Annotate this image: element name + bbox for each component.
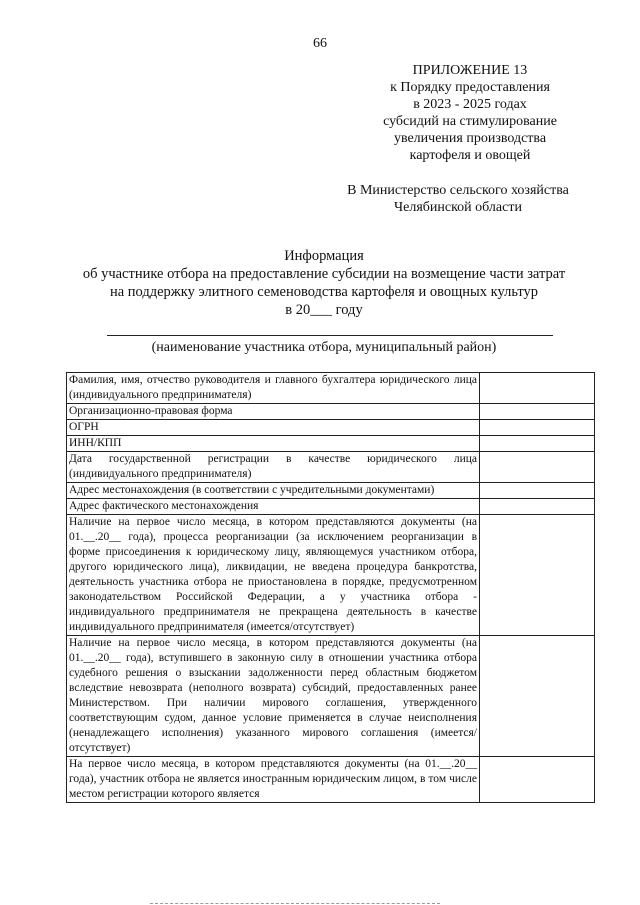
row-value[interactable] (480, 404, 595, 420)
row-label: На первое число месяца, в котором представляются документы (на 01.__.20__ года), участник отбора не является иностранным юридическим лицом, в том числе местом регистрации которого является (67, 757, 480, 803)
info-table (66, 372, 595, 803)
info-line: об участнике отбора на предоставление субсидии на возмещение части затрат (82, 266, 566, 282)
row-value[interactable] (480, 436, 595, 452)
row-label: ОГРН (67, 420, 480, 436)
table-row (67, 373, 595, 404)
row-label: Организационно-правовая форма (67, 404, 480, 420)
participant-name-caption: (наименование участника отбора, муниципальный район) (151, 340, 497, 355)
participant-name-line (107, 335, 553, 336)
addressee-block (312, 182, 604, 216)
row-label: Фамилия, имя, отчество руководителя и главного бухгалтера юридического лица (индивидуального предпринимателя) (67, 373, 480, 404)
row-label: Наличие на первое число месяца, в котором представляются документы (на 01.__.20__ года), вступившего в законную силу в отношении участника отбора судебного решения о взыскании задолженности перед областным бюджетом вследствие невозврата (неполного возврата) субсидий, предоставленных ранее Министерством. При наличии мирового соглашения, утвержденного соответствующим судом, данное условие применяется в случае неисполнения (ненадлежащего исполнения) указанного мирового соглашения (имеется/отсутствует) (67, 636, 480, 757)
row-label: Наличие на первое число месяца, в котором представляются документы (на 01.__.20__ года), процесса реорганизации (за исключением реорганизации в форме присоединения к юридическому лицу, являющемуся участником отбора, другого юридического лица), ликвидации, не введена процедура банкротства, деятельность участника отбора не приостановлена в порядке, предусмотренном законодательством Российской Федерации, а у участника отбора - индивидуального предпринимателя не прекращена деятельность в качестве индивидуального предпринимателя (имеется/отсутствует) (67, 515, 480, 636)
table-row (67, 404, 595, 420)
appendix-line: увеличения производства (393, 131, 547, 146)
table-row (67, 636, 595, 757)
row-value[interactable] (480, 515, 595, 636)
row-label: Адрес местонахождения (в соответствии с учредительными документами) (67, 483, 480, 499)
scan-artifact-line (150, 903, 440, 904)
info-title: Информация (284, 248, 364, 264)
row-value[interactable] (480, 420, 595, 436)
info-line: в 20___ году (285, 302, 363, 318)
page-number: 66 (313, 36, 327, 51)
table-row (67, 420, 595, 436)
row-value[interactable] (480, 499, 595, 515)
table-row (67, 757, 595, 803)
row-value[interactable] (480, 373, 595, 404)
table-row (67, 499, 595, 515)
appendix-block (352, 62, 588, 164)
appendix-line: в 2023 - 2025 годах (413, 97, 527, 112)
appendix-line: субсидий на стимулирование (383, 114, 557, 129)
table-row (67, 483, 595, 499)
appendix-line: к Порядку предоставления (390, 80, 550, 95)
addressee-line: Челябинской области (394, 200, 522, 215)
appendix-line: ПРИЛОЖЕНИЕ 13 (412, 63, 528, 78)
row-label: ИНН/КПП (67, 436, 480, 452)
row-label: Дата государственной регистрации в качестве юридического лица (индивидуального предпринимателя) (67, 452, 480, 483)
info-heading (46, 247, 602, 319)
row-value[interactable] (480, 757, 595, 803)
table-row (67, 452, 595, 483)
info-line: на поддержку элитного семеноводства картофеля и овощных культур (109, 284, 539, 300)
table-row (67, 515, 595, 636)
row-value[interactable] (480, 452, 595, 483)
row-value[interactable] (480, 483, 595, 499)
appendix-line: картофеля и овощей (409, 148, 531, 163)
row-label: Адрес фактического местонахождения (67, 499, 480, 515)
addressee-line: В Министерство сельского хозяйства (347, 183, 569, 198)
table-row (67, 436, 595, 452)
row-value[interactable] (480, 636, 595, 757)
